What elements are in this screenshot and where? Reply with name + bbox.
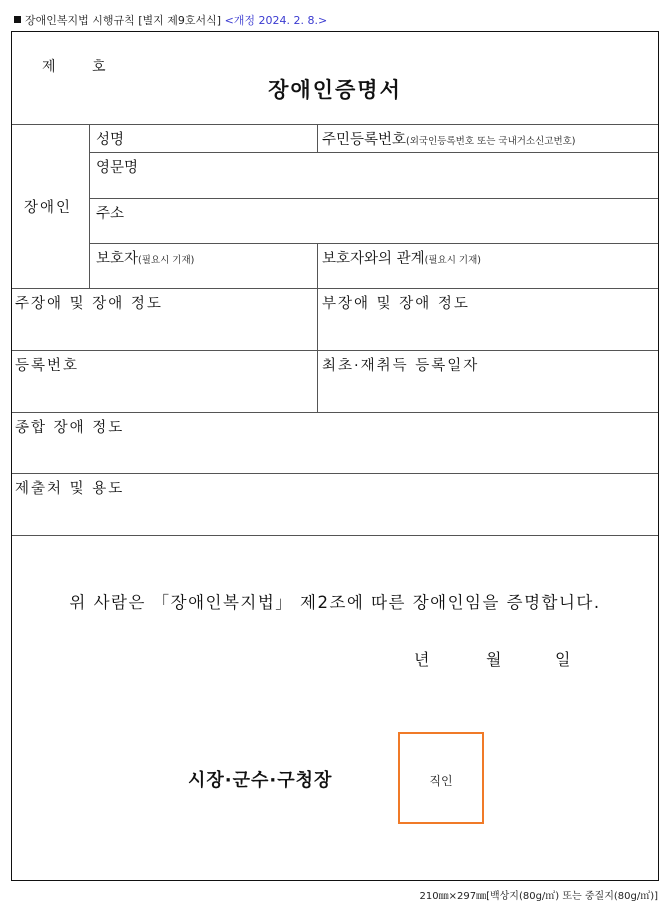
resident-number-label: 주민등록번호(외국인등록번호 또는 국내거소신고번호) [322,132,576,148]
resident-number-note: (외국인등록번호 또는 국내거소신고번호) [406,136,576,147]
divider [12,350,658,351]
guardian-note: (필요시 기재) [138,255,195,266]
divider [317,124,318,152]
divider [12,288,658,289]
date-day-label: 일 [555,650,571,669]
submission-purpose-label: 제출처 및 용도 [15,481,125,497]
issuer-title: 시장·군수·구청장 [188,770,333,791]
registration-number-label: 등록번호 [15,358,80,374]
divider [12,124,658,125]
overall-disability-label: 종합 장애 정도 [15,420,125,436]
divider [89,198,658,199]
section-label-person: 장애인 [24,200,73,216]
english-name-label: 영문명 [96,160,139,176]
paper-spec-footer: 210㎜×297㎜[백상지(80g/㎡) 또는 중질지(80g/㎡)] [419,891,658,902]
divider [89,152,658,153]
name-label: 성명 [96,132,125,148]
divider [317,243,318,288]
main-disability-label: 주장애 및 장애 정도 [15,296,163,312]
sub-disability-label: 부장애 및 장애 정도 [322,296,470,312]
revision-date: <개정 2024. 2. 8.> [224,14,328,27]
certificate-form [11,31,659,881]
divider [89,124,90,288]
page-title: 장애인증명서 [268,78,402,102]
date-year-label: 년 [414,650,430,669]
divider [89,243,658,244]
certification-statement: 위 사람은 「장애인복지법」 제2조에 따른 장애인임을 증명합니다. [69,593,601,612]
date-month-label: 월 [486,650,502,669]
first-registration-date-label: 최초·재취득 등록일자 [322,358,480,374]
divider [12,535,658,536]
seal-label: 직인 [429,774,453,788]
guardian-label: 보호자(필요시 기재) [96,251,195,267]
address-label: 주소 [96,206,125,222]
form-reference-header [14,12,327,28]
guardian-relation-label: 보호자와의 관계(필요시 기재) [322,251,481,267]
doc-number-label-je: 제 [42,59,56,75]
doc-number-label-ho: 호 [92,59,106,75]
official-seal-box [398,732,484,824]
divider [12,412,658,413]
guardian-relation-note: (필요시 기재) [424,255,481,266]
divider [317,288,318,412]
square-bullet-icon [14,16,21,23]
divider [12,473,658,474]
form-ref-text: 장애인복지법 시행규칙 [별지 제9호서식] [25,14,222,27]
